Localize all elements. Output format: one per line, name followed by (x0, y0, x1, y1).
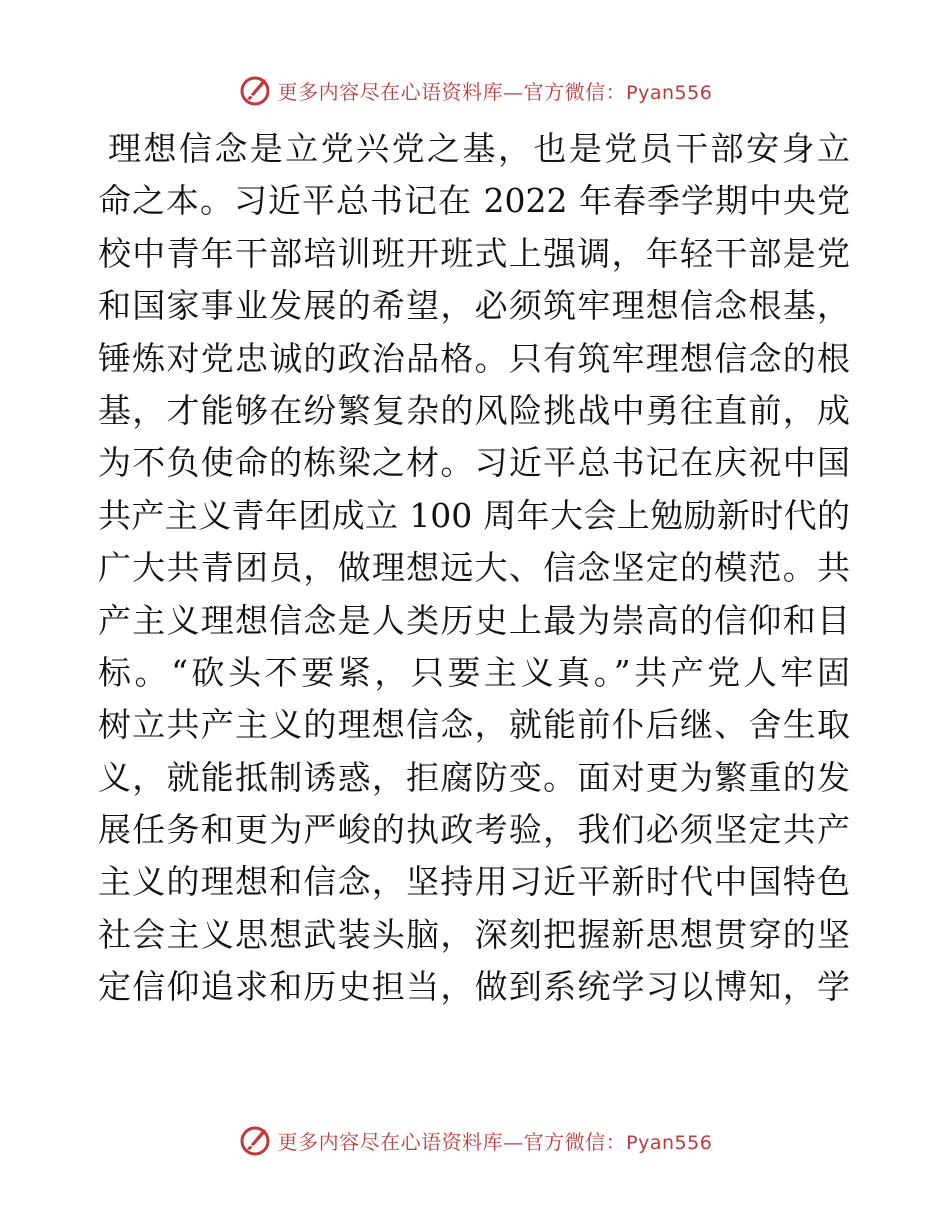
text-line: 义，就能抵制诱惑，拒腐防变。面对更为繁重的发 (98, 757, 850, 797)
text-line: 展任务和更为严峻的执政考验，我们必须坚定共产 (98, 810, 850, 850)
text-line: 主义的理想和信念，坚持用习近平新时代中国特色 (98, 862, 850, 902)
text-line: 命之本。习近平总书记在 2022 年春季学期中央党 (98, 181, 850, 221)
text-line: 锤炼对党忠诚的政治品格。只有筑牢理想信念的根 (98, 338, 850, 378)
text-line: 树立共产主义的理想信念，就能前仆后继、舍生取 (98, 705, 850, 745)
text-line: 社会主义思想武装头脑，深刻把握新思想贯穿的坚 (98, 914, 850, 954)
watermark-wechat-id: Pyan556 (626, 1131, 713, 1154)
text-line: 共产主义青年团成立 100 周年大会上勉励新时代的 (98, 495, 850, 535)
text-line: 产主义理想信念是人类历史上最为崇高的信仰和目 (98, 600, 850, 640)
text-line: 标。“砍头不要紧，只要主义真。”共产党人牢固 (98, 652, 850, 692)
text-line: 为不负使命的栋梁之材。习近平总书记在庆祝中国 (98, 443, 850, 483)
text-line: 和国家事业发展的希望，必须筑牢理想信念根基， (98, 286, 850, 326)
footer-watermark (0, 1120, 950, 1160)
text-line: 广大共青团员，做理想远大、信念坚定的模范。共 (98, 548, 850, 588)
header-watermark (0, 70, 950, 110)
text-line: 定信仰追求和历史担当，做到系统学习以博知，学 (98, 967, 850, 1007)
quill-pen-circle-icon (238, 1123, 272, 1157)
quill-pen-circle-icon (238, 73, 272, 107)
watermark-text: 更多内容尽在心语资料库—官方微信：Pyan556 (277, 1129, 713, 1154)
watermark-wechat-id: Pyan556 (626, 81, 713, 104)
watermark-text: 更多内容尽在心语资料库—官方微信：Pyan556 (277, 79, 713, 104)
text-line: 校中青年干部培训班开班式上强调，年轻干部是党 (98, 233, 850, 273)
text-line: 理想信念是立党兴党之基，也是党员干部安身立 (108, 129, 850, 168)
text-line: 基，才能够在纷繁复杂的风险挑战中勇往直前，成 (98, 390, 850, 430)
document-body (98, 123, 850, 1014)
